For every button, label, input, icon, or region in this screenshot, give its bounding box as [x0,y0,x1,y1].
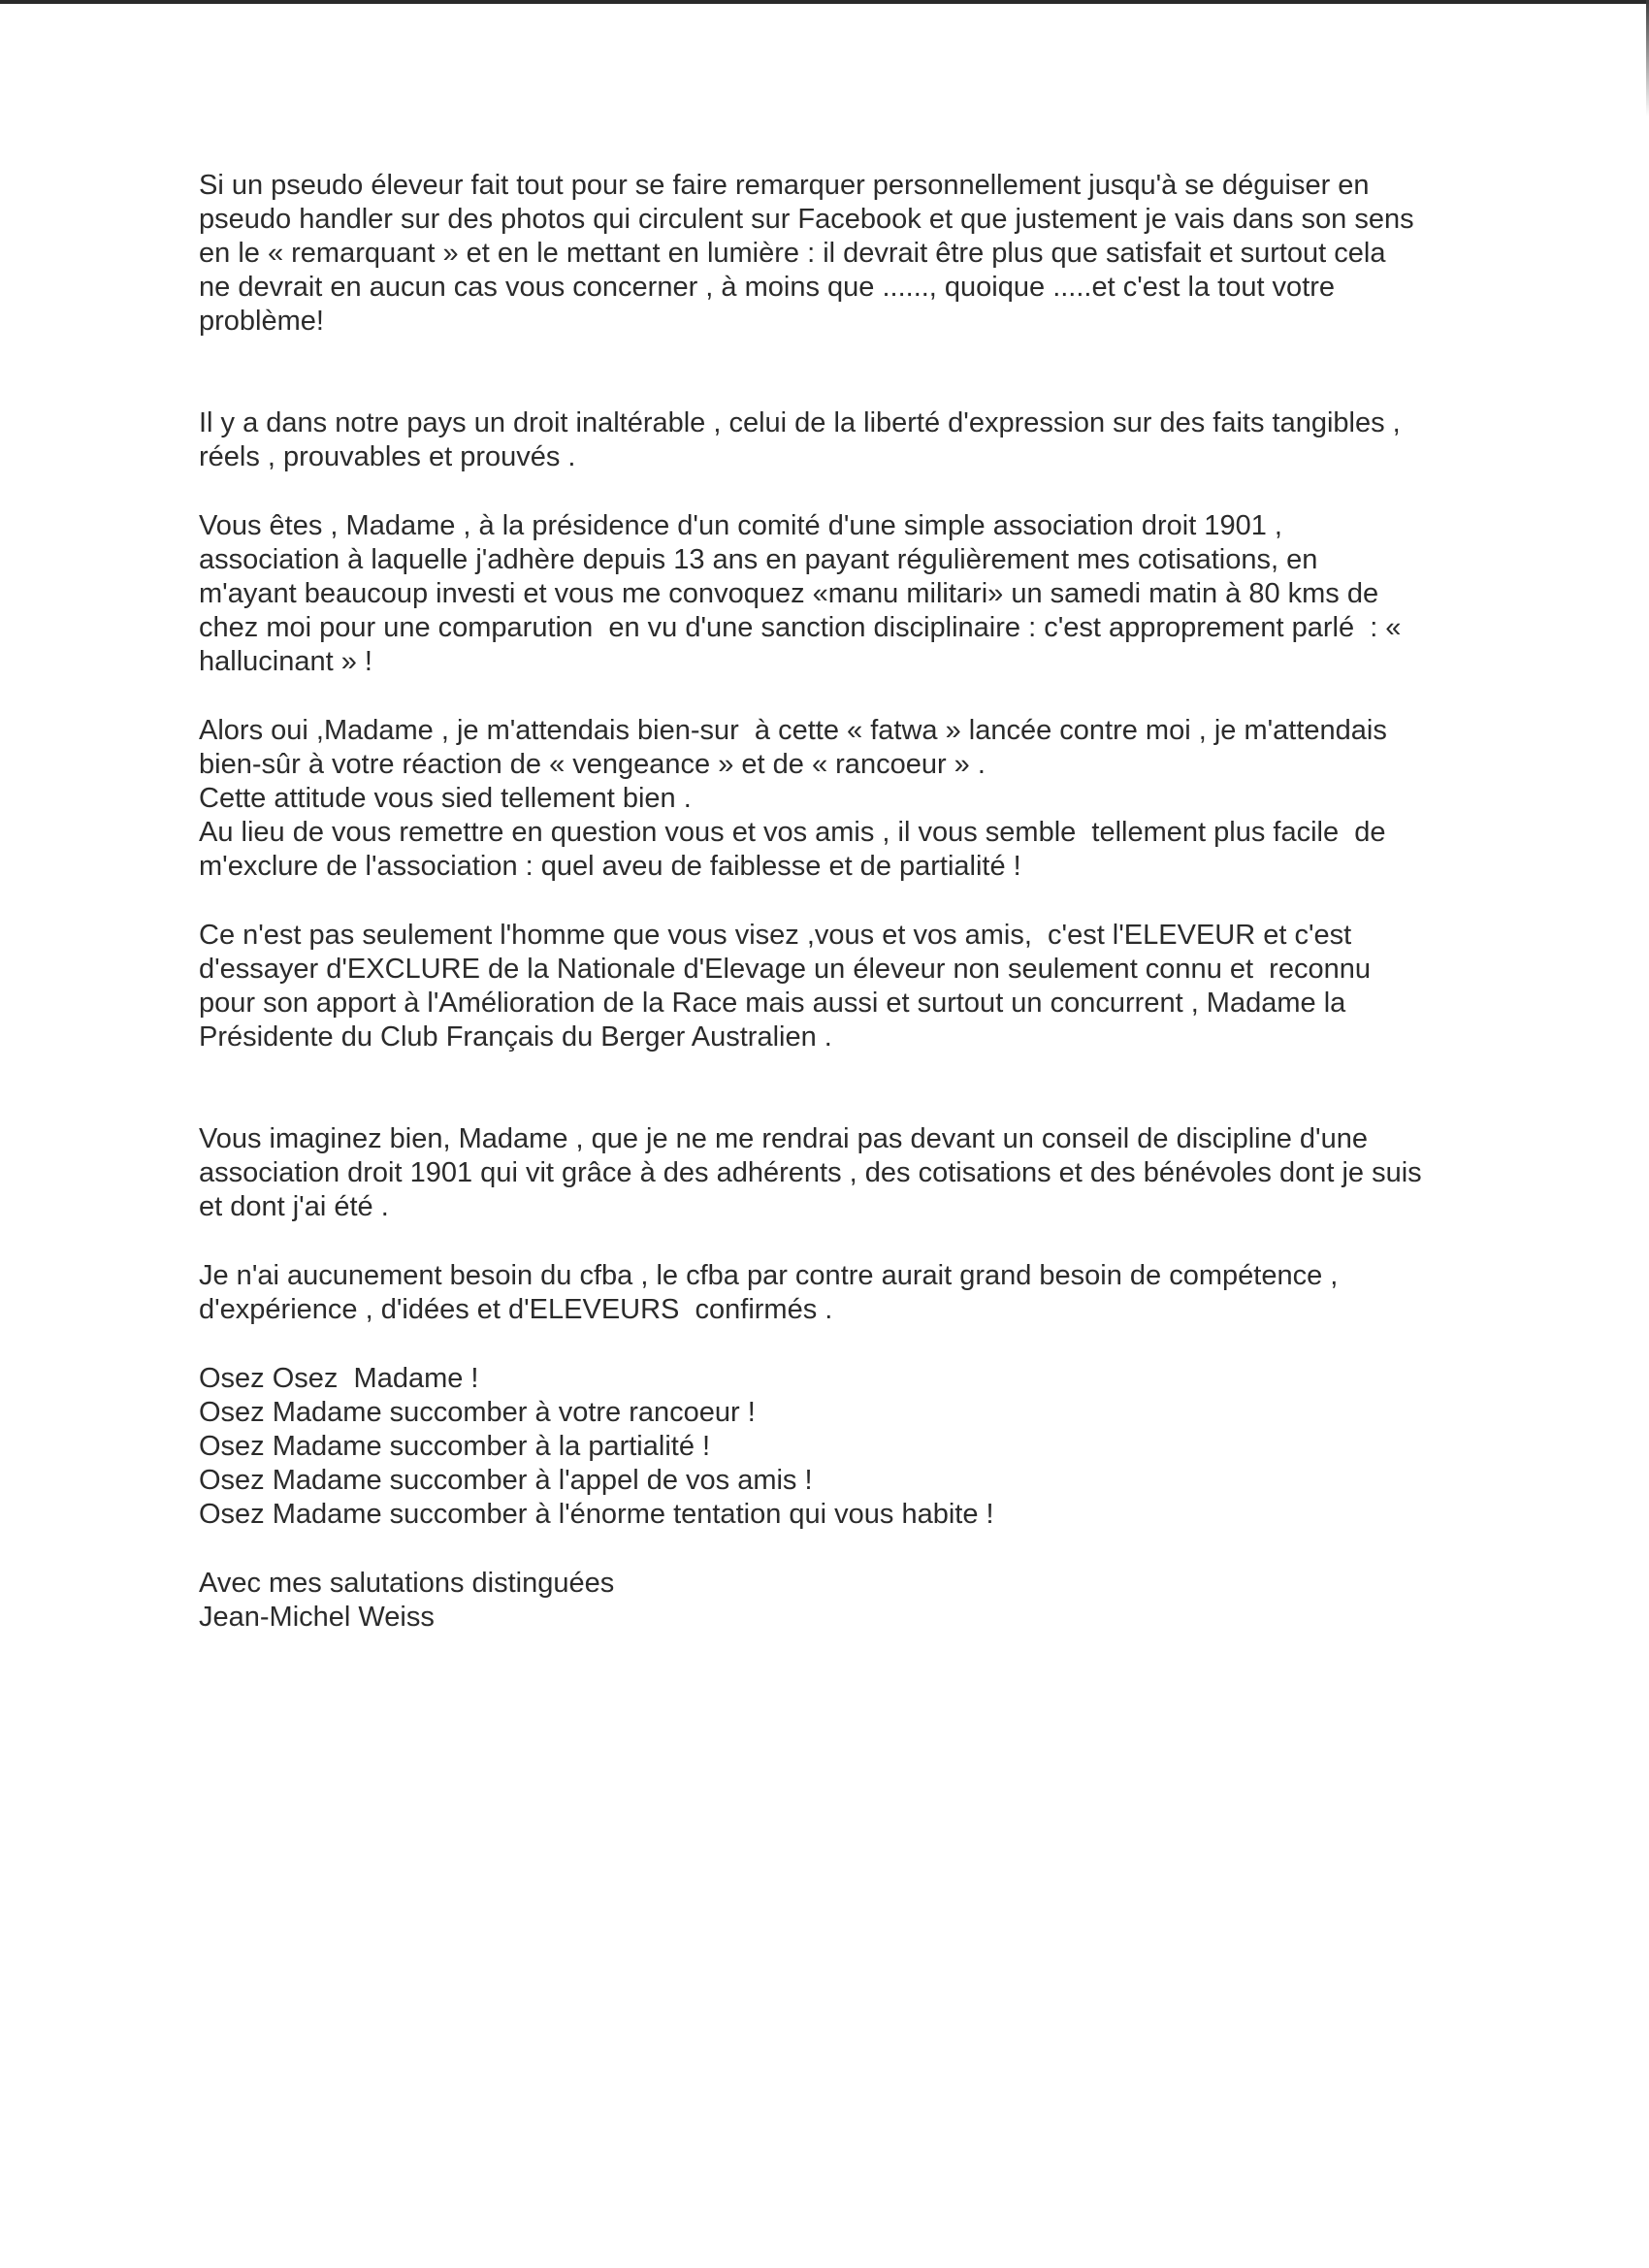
text-line: d'expérience , d'idées et d'ELEVEURS confirmés . [199,1294,833,1325]
paragraph-gap [199,1054,1557,1122]
text-line: Osez Madame succomber à l'énorme tentation qui vous habite ! [199,1499,994,1530]
text-line: Osez Madame succomber à votre rancoeur ! [199,1397,756,1428]
text-line: Je n'ai aucunement besoin du cfba , le cfba par contre aurait grand besoin de compétence , [199,1260,1339,1291]
text-line: réels , prouvables et prouvés . [199,441,576,472]
text-line: association à laquelle j'adhère depuis 13 ans en payant régulièrement mes cotisations, en [199,544,1318,575]
text-line: Il y a dans notre pays un droit inaltérable , celui de la liberté d'expression sur des faits tangibles , [199,407,1401,438]
paragraph-6 [199,1122,1557,1224]
paragraph-4 [199,714,1557,884]
closing [199,1567,1557,1635]
closing-salutation: Avec mes salutations distinguées [199,1568,615,1599]
text-line: Osez Madame succomber à l'appel de vos amis ! [199,1465,813,1496]
text-line: Ce n'est pas seulement l'homme que vous visez ,vous et vos amis, c'est l'ELEVEUR et c'est [199,920,1352,951]
text-line: chez moi pour une comparution en vu d'une sanction disciplinaire : c'est approprement parlé : « [199,612,1402,643]
paragraph-gap [199,1532,1557,1567]
text-line: en le « remarquant » et en le mettant en lumière : il devrait être plus que satisfait et surtout cela [199,238,1386,269]
text-line: Si un pseudo éleveur fait tout pour se faire remarquer personnellement jusqu'à se déguiser en [199,170,1370,201]
paragraph-3 [199,509,1557,679]
text-line: Vous êtes , Madame , à la présidence d'un comité d'une simple association droit 1901 , [199,510,1282,541]
paragraph-2 [199,406,1557,474]
paragraph-gap [199,884,1557,919]
text-line: Osez Osez Madame ! [199,1363,479,1394]
signature-name: Jean-Michel Weiss [199,1602,435,1633]
text-line: m'exclure de l'association : quel aveu de faiblesse et de partialité ! [199,851,1021,882]
text-line: et dont j'ai été . [199,1191,389,1222]
paragraph-8 [199,1362,1557,1532]
text-line: bien-sûr à votre réaction de « vengeance » et de « rancoeur » . [199,749,986,780]
paragraph-5 [199,919,1557,1054]
paragraph-gap [199,1224,1557,1259]
text-line: Présidente du Club Français du Berger Australien . [199,1021,832,1053]
text-line: d'essayer d'EXCLURE de la Nationale d'Elevage un éleveur non seulement connu et reconnu [199,954,1371,985]
text-line: Alors oui ,Madame , je m'attendais bien-sur à cette « fatwa » lancée contre moi , je m'attendais [199,715,1387,746]
letter-body [199,169,1557,1635]
text-line: m'ayant beaucoup investi et vous me convoquez «manu militari» un samedi matin à 80 kms de [199,578,1379,609]
text-line: hallucinant » ! [199,646,372,677]
text-line: problème! [199,306,324,337]
paragraph-gap [199,339,1557,406]
text-line: pseudo handler sur des photos qui circulent sur Facebook et que justement je vais dans son sens [199,204,1414,235]
text-line: Vous imaginez bien, Madame , que je ne me rendrai pas devant un conseil de discipline d'une [199,1123,1368,1154]
scan-edge-top [0,0,1649,4]
text-line: pour son apport à l'Amélioration de la Race mais aussi et surtout un concurrent , Madame la [199,988,1346,1019]
text-line: Au lieu de vous remettre en question vous et vos amis , il vous semble tellement plus facile de [199,817,1386,848]
paragraph-gap [199,474,1557,509]
text-line: Osez Madame succomber à la partialité ! [199,1431,711,1462]
paragraph-1 [199,169,1557,339]
paragraph-gap [199,1327,1557,1362]
paragraph-gap [199,679,1557,714]
text-line: association droit 1901 qui vit grâce à des adhérents , des cotisations et des bénévoles dont je suis [199,1157,1422,1188]
text-line: ne devrait en aucun cas vous concerner , à moins que ......, quoique .....et c'est la tout votre [199,272,1336,303]
text-line: Cette attitude vous sied tellement bien . [199,783,692,814]
paragraph-7 [199,1259,1557,1327]
